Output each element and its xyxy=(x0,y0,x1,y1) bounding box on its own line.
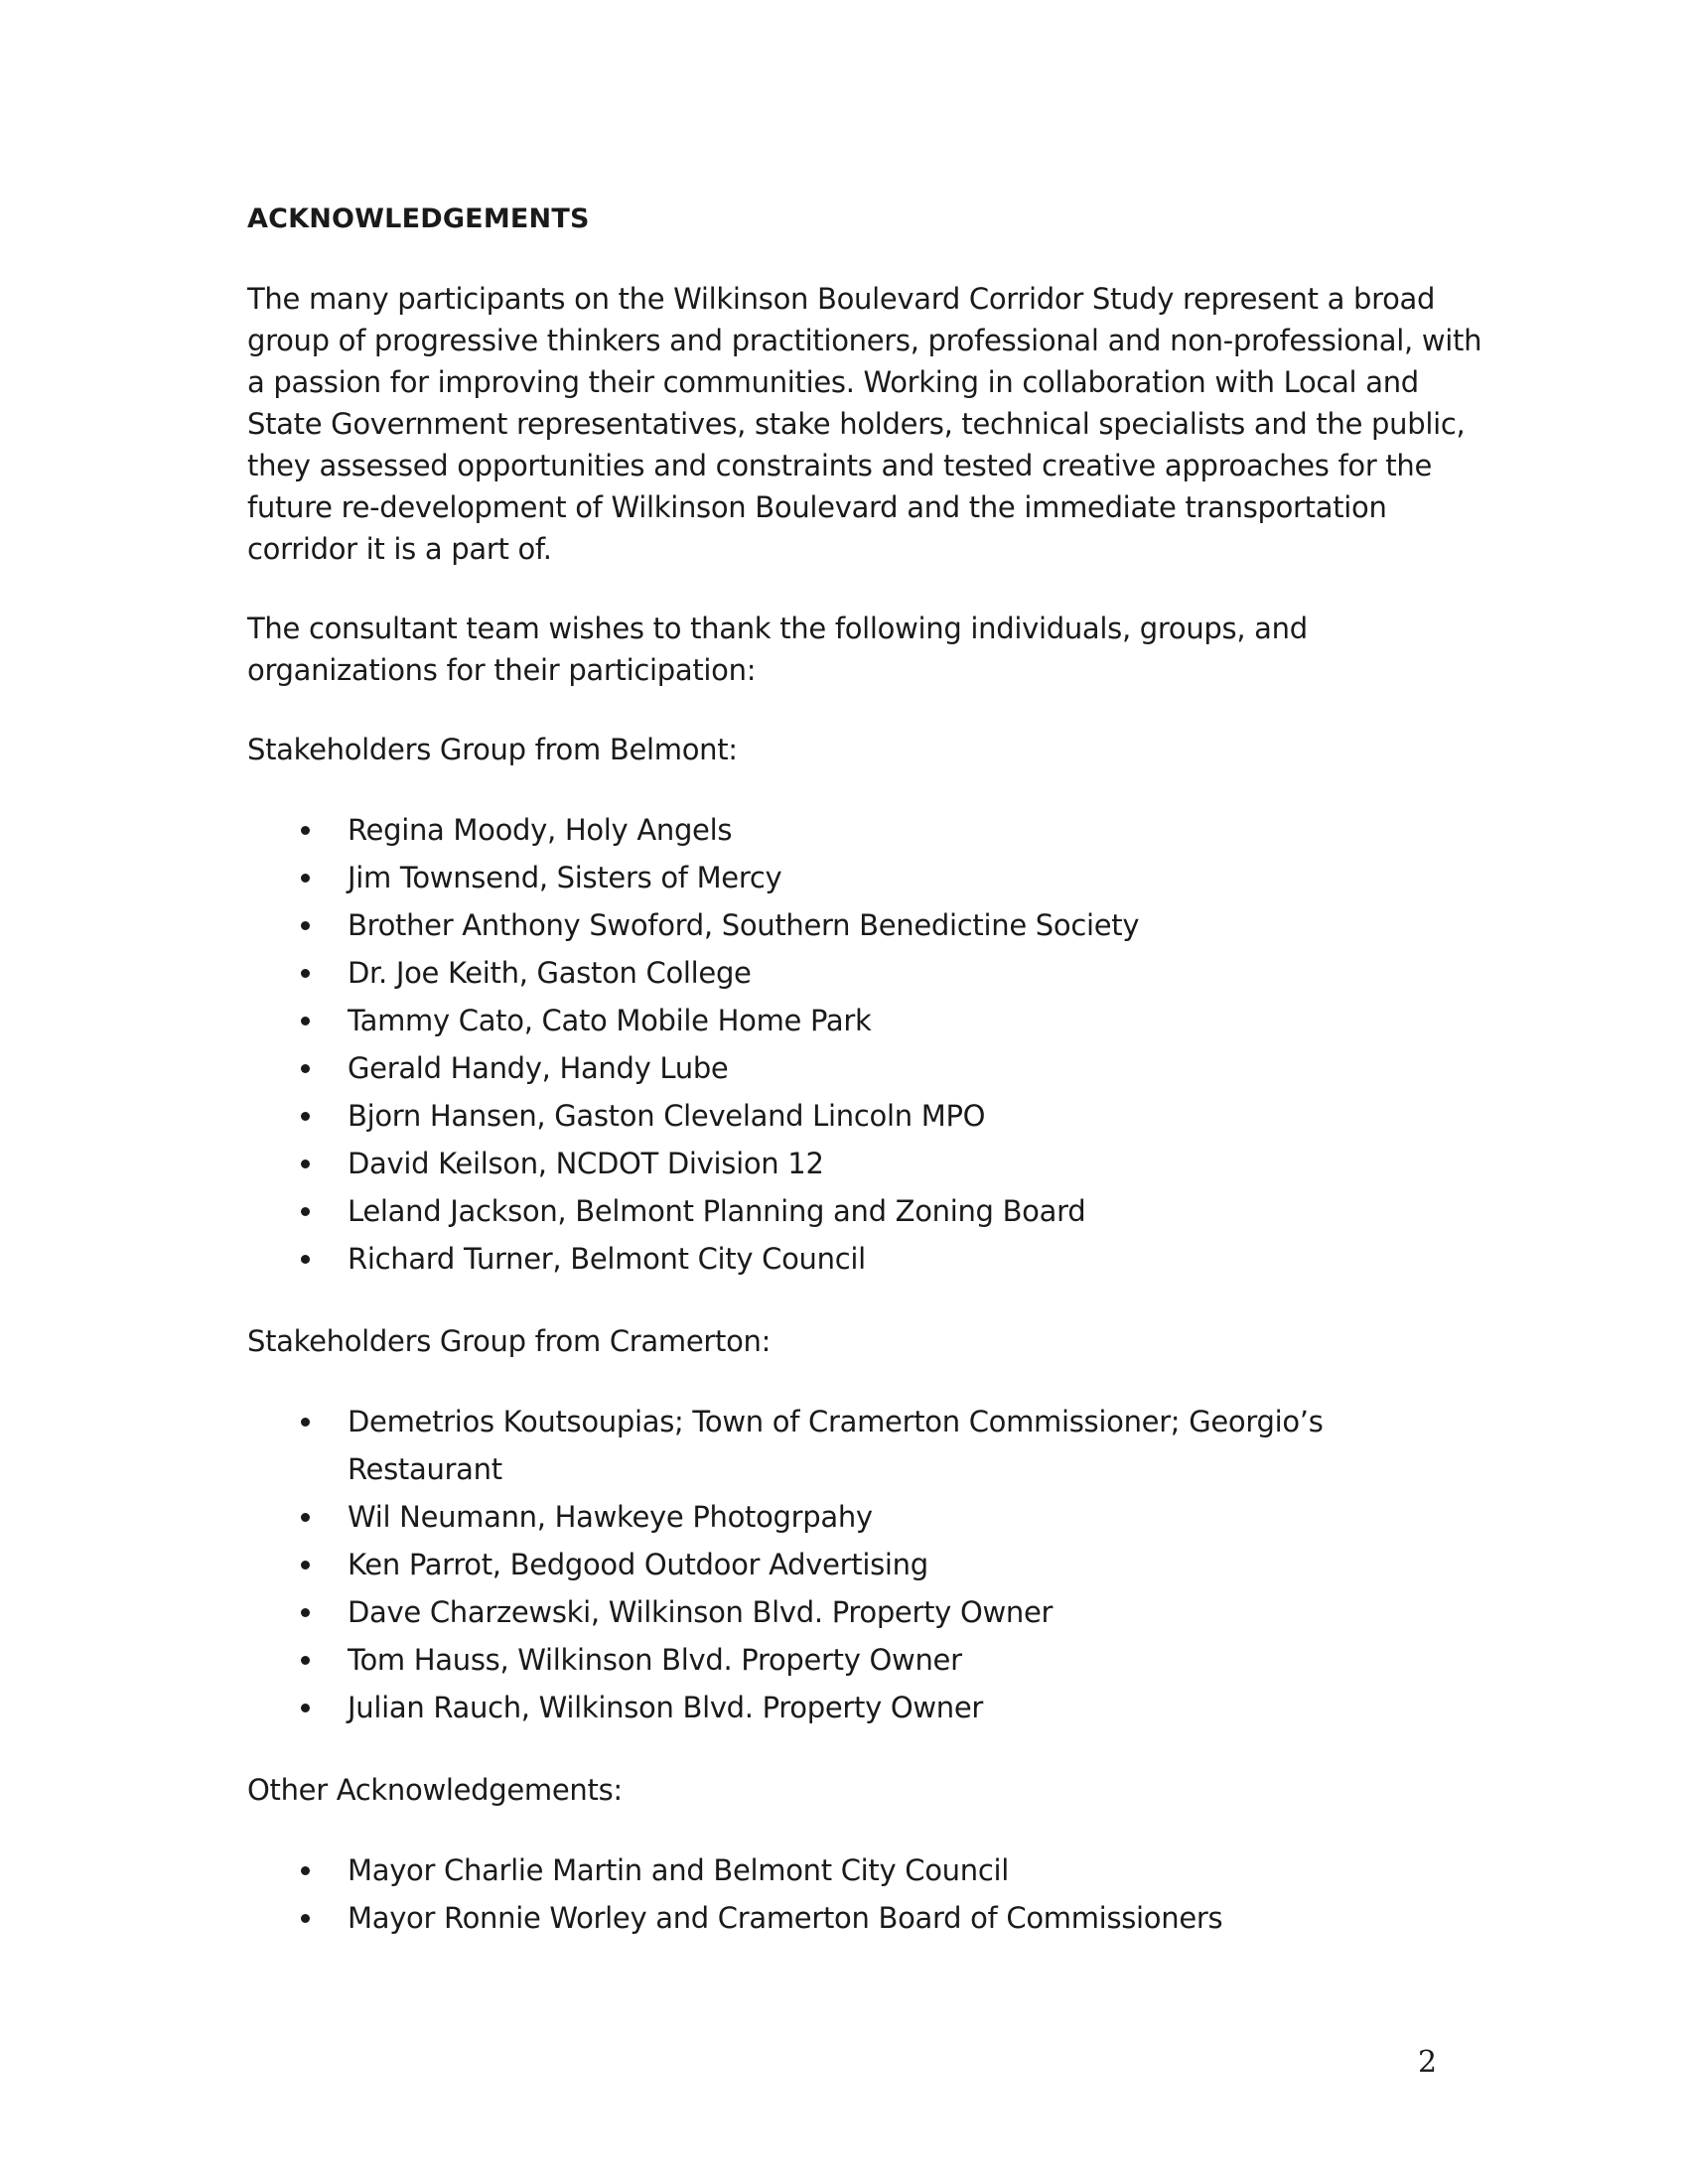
cramerton-stakeholders-list xyxy=(247,1398,1439,1731)
intro-paragraph xyxy=(247,278,1482,570)
section-heading: ACKNOWLEDGEMENTS xyxy=(247,204,590,234)
thanks-line: organizations for their participation: xyxy=(247,653,757,687)
list-item: Tom Hauss, Wilkinson Blvd. Property Owner xyxy=(247,1636,1439,1684)
list-item: Regina Moody, Holy Angels xyxy=(247,806,1439,854)
list-item: Jim Townsend, Sisters of Mercy xyxy=(247,854,1439,901)
intro-line: corridor it is a part of. xyxy=(247,532,552,566)
list-item: Dave Charzewski, Wilkinson Blvd. Property Owner xyxy=(247,1588,1439,1636)
intro-line: The many participants on the Wilkinson Boulevard Corridor Study represent a broad xyxy=(247,282,1436,316)
bullet-icon xyxy=(301,1112,310,1121)
other-acknowledgements-list xyxy=(247,1846,1439,1942)
bullet-icon xyxy=(301,826,310,835)
bullet-icon xyxy=(301,874,310,883)
page-content xyxy=(247,199,1482,1942)
bullet-icon xyxy=(301,1914,310,1923)
bullet-icon xyxy=(301,1866,310,1875)
group-title-other: Other Acknowledgements: xyxy=(247,1773,623,1807)
group-title-cramerton: Stakeholders Group from Cramerton: xyxy=(247,1324,772,1358)
bullet-icon xyxy=(301,1656,310,1665)
list-item: Brother Anthony Swoford, Southern Benedictine Society xyxy=(247,901,1439,949)
bullet-icon xyxy=(301,1608,310,1617)
intro-line: group of progressive thinkers and practitioners, professional and non-professional, with xyxy=(247,324,1482,357)
list-item: David Keilson, NCDOT Division 12 xyxy=(247,1140,1439,1187)
list-item: Demetrios Koutsoupias; Town of Cramerton Commissioner; Georgio’s Restaurant xyxy=(247,1398,1439,1493)
group-title-belmont: Stakeholders Group from Belmont: xyxy=(247,733,738,766)
list-item: Wil Neumann, Hawkeye Photogrpahy xyxy=(247,1493,1439,1541)
list-item: Ken Parrot, Bedgood Outdoor Advertising xyxy=(247,1541,1439,1588)
bullet-icon xyxy=(301,921,310,930)
bullet-icon xyxy=(301,1160,310,1168)
list-item: Tammy Cato, Cato Mobile Home Park xyxy=(247,997,1439,1044)
list-item: Richard Turner, Belmont City Council xyxy=(247,1235,1439,1283)
bullet-icon xyxy=(301,1064,310,1073)
bullet-icon xyxy=(301,1207,310,1216)
bullet-icon xyxy=(301,969,310,978)
list-item: Julian Rauch, Wilkinson Blvd. Property Owner xyxy=(247,1684,1439,1731)
thanks-paragraph xyxy=(247,608,1439,691)
bullet-icon xyxy=(301,1255,310,1264)
bullet-icon xyxy=(301,1561,310,1570)
bullet-icon xyxy=(301,1513,310,1522)
intro-line: State Government representatives, stake holders, technical specialists and the public, xyxy=(247,407,1466,441)
list-item: Mayor Ronnie Worley and Cramerton Board of Commissioners xyxy=(247,1894,1439,1942)
list-item: Bjorn Hansen, Gaston Cleveland Lincoln MPO xyxy=(247,1092,1439,1140)
intro-line: they assessed opportunities and constraints and tested creative approaches for the xyxy=(247,449,1433,482)
intro-line: future re-development of Wilkinson Boulevard and the immediate transportation xyxy=(247,490,1387,524)
list-item: Dr. Joe Keith, Gaston College xyxy=(247,949,1439,997)
bullet-icon xyxy=(301,1704,310,1712)
belmont-stakeholders-list xyxy=(247,806,1439,1283)
list-item: Gerald Handy, Handy Lube xyxy=(247,1044,1439,1092)
thanks-line: The consultant team wishes to thank the following individuals, groups, and xyxy=(247,612,1308,645)
list-item: Leland Jackson, Belmont Planning and Zoning Board xyxy=(247,1187,1439,1235)
page-number: 2 xyxy=(1418,2045,1438,2080)
intro-line: a passion for improving their communities. Working in collaboration with Local and xyxy=(247,365,1419,399)
bullet-icon xyxy=(301,1418,310,1427)
bullet-icon xyxy=(301,1017,310,1025)
list-item: Mayor Charlie Martin and Belmont City Council xyxy=(247,1846,1439,1894)
